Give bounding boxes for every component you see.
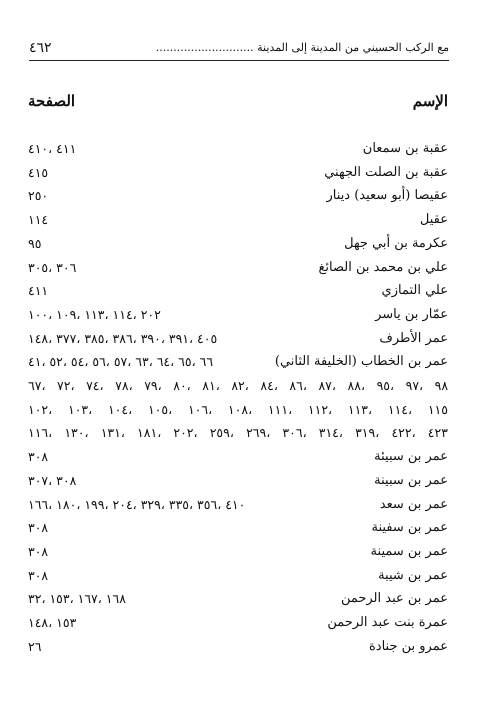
index-entry [0,425,478,447]
entry-pages: ٣٠٨ [28,567,49,583]
index-entry [0,283,478,305]
entry-pages-continued: ٩٨ ،٩٧ ،٩٥ ،٨٨ ،٨٧ ،٨٦ ،٨٤ ،٨٢ ،٨١ ،٨٠ ،٧٩ ،٧٨ ،٧٤ ،٧٢ ،٦٧ [28,378,449,393]
index-entry [0,497,478,519]
entry-name: عمر بن سبيئة [374,449,448,465]
running-header [29,38,449,61]
entry-name: عقيصا (أبو سعيد) دينار [326,188,448,204]
index-entry [0,568,478,590]
entry-pages: ٢٠٢ ،١١٤ ،١١٣ ،١٠٩ ،١٠٠ [28,306,161,322]
column-header-name: الإسم [412,92,448,110]
entry-name: علي التمازي [381,283,448,299]
entry-name: عمر بن الخطاب (الخليفة الثاني) [274,354,448,370]
entry-name: عمر بن سعد [379,496,448,512]
index-entry [0,591,478,613]
entry-pages: ٤١١ [28,283,49,299]
entry-name: علي بن محمد بن الصائغ [318,259,448,275]
entry-name: عمر بن شيبة [378,567,448,583]
index-entry [0,354,478,376]
entry-pages: ٤١٠ ،٣٥٦ ،٣٣٥ ،٣٢٩ ،٢٠٤ ،١٩٩ ،١٨٠ ،١٦٦ [28,496,246,512]
entry-pages: ٩٥ [28,235,42,251]
entry-pages: ٦٦ ،٦٥ ،٦٤ ،٦٣ ،٥٧ ،٥٦ ،٥٤ ،٥٢ ،٤١ [28,354,214,370]
entry-name: عقبة بن سمعان [362,141,448,156]
entry-name: عكرمة بن أبي جهل [344,235,448,251]
index-entry [0,212,478,234]
entry-name: عمرة بنت عبد الرحمن [327,615,448,630]
entry-pages: ٣٠٨ [28,543,49,559]
entry-name: عمر الأطرف [379,330,448,346]
entry-pages: ٢٦ [28,638,42,654]
index-entry [0,544,478,566]
index-entry [0,402,478,424]
entry-pages: ٣٠٨ [28,520,49,536]
entry-pages: ٤١١ ،٤١٠ [28,141,77,156]
entry-name: عمر بن عبد الرحمن [340,591,448,607]
index-entry [0,165,478,187]
entry-pages: ٤١٥ [28,164,49,180]
entry-pages: ٤٠٥ ،٣٩١ ،٣٩٠ ،٣٨٦ ،٣٨٥ ،٣٧٧ ،١٤٨ [28,330,218,346]
entry-pages-continued: ٤٢٣ ،٤٢٢ ،٣١٩ ،٣١٤ ،٣٠٦ ،٢٦٩ ،٢٥٩ ،٢٠٢ ،١٨١ ،١٣١ ،١٣٠ ،١١٦ [28,425,448,441]
entry-name: عمّار بن ياسر [375,306,448,322]
entry-name: عقيل [419,212,448,228]
index-entry [0,520,478,542]
entry-pages: ٣٠٨ [28,449,49,465]
page-number: ٤٦٢ [29,40,52,56]
column-header-page: الصفحة [28,92,76,110]
index-entry [0,615,478,637]
index-entry [0,639,478,661]
entry-name: عمرو بن جنادة [368,638,448,654]
index-entry [0,188,478,210]
entry-pages: ١٦٨ ،١٦٧ ،١٥٣ ،٣٢ [28,591,126,607]
index-entry [0,141,478,163]
index-entry [0,473,478,495]
entry-name: عمر بن سفينة [371,520,448,536]
index-entry [0,378,478,400]
running-title: مع الركب الحسيني من المدينة إلى المدينة ............................ [155,41,449,54]
entry-pages: ٣٠٦ ،٣٠٥ [28,259,77,275]
entry-name: عمر بن سبينة [374,472,448,488]
entry-pages: ٣٠٨ ،٣٠٧ [28,472,77,488]
entry-pages: ٢٥٠ [28,188,49,204]
entry-pages: ١٥٣ ،١٤٨ [28,615,77,630]
index-entry [0,307,478,329]
entry-pages: ١١٤ [28,212,49,228]
index-entry [0,449,478,471]
entry-pages-continued: ١١٥ ،١١٤ ،١١٣ ،١١٢ ،١١١ ،١٠٨ ،١٠٦ ،١٠٥ ،١٠٤ ،١٠٣ ،١٠٢ [28,401,448,417]
entry-name: عمر بن سمينة [370,543,448,559]
index-entry [0,260,478,282]
index-entry [0,331,478,353]
index-entry [0,236,478,258]
entry-name: عقبة بن الصلت الجهني [324,164,448,180]
